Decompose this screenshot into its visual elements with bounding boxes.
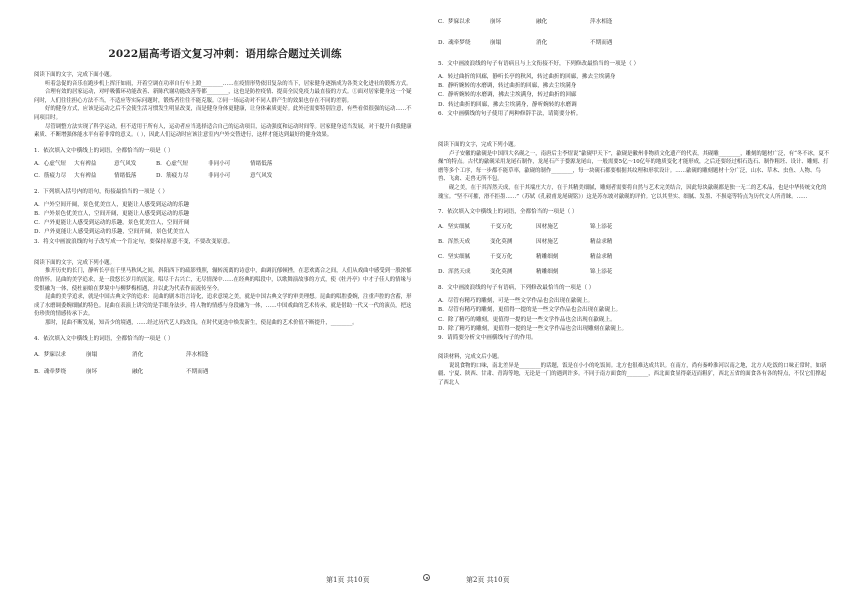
option-word: 千变万化 bbox=[490, 224, 513, 231]
binding-hole-icon bbox=[423, 574, 430, 581]
question-9: 9．请简要分析文中画横线句子的作用。 bbox=[438, 334, 537, 341]
passage-paragraph: 那时，昆曲不断发展，知音少的境遇，……经过历代艺人的改良，在时代更迭中焕发新生，使昆曲的艺术价值不断提升，________。 bbox=[45, 319, 358, 326]
passage-paragraph: 昆曲的美学追求，就是中国古典文学的追求：昆曲的剧本语言诗化，追求意境之美，就是中国古典文学的审美理想。昆曲的唱腔委婉，注重声腔的含蓄，形成了水磨调委婉细腻的特色。昆曲在表演上讲究的是手眼身法步，将人物的情感与身段融为一体，……中国戏曲的艺术传承，就是借助一代又一代的演员，把这份珍贵的情感传承下去。 bbox=[34, 294, 412, 318]
question-3: 3．将文中画波浪线的句子改写成一个肯定句，要保持原意不变，不要改变原意。 bbox=[34, 238, 234, 245]
option-word: 萍水相逢 bbox=[186, 351, 209, 358]
option-d: D．除了精巧的雕刻，更值得一提的是一些文学作品也会出现雕刻在歙砚上。 bbox=[438, 325, 628, 332]
option-b: B．心虚气短 bbox=[156, 160, 189, 167]
question-1: 1．依次填入文中横线上的词语，全都恰当的一项是（ ） bbox=[34, 147, 174, 154]
option-word: 千变万化 bbox=[490, 254, 513, 261]
option-word: 意气风发 bbox=[114, 160, 137, 167]
option-c: C．坚实细腻 bbox=[438, 254, 471, 261]
option-c: C．筋疲力尽 bbox=[34, 172, 67, 179]
option-a: A．坚实细腻 bbox=[438, 224, 471, 231]
passage-paragraph: 好的健身方式，应该是运动之后不会使生活习惯发生明显改变，而是健身身体更健康，让身体素质更好。此外还需要特别注意，有些看似很强的运动……不同项目时。 bbox=[34, 106, 412, 121]
option-word: 锦上添花 bbox=[590, 224, 613, 231]
page-number-left: 第1页 共10页 bbox=[326, 576, 370, 584]
option-b: B．尽管有精巧的雕刻，更值得一提的是一些文学作品也会出现在歙砚上。 bbox=[438, 307, 622, 314]
option-word: 非同小可 bbox=[208, 160, 231, 167]
option-word: 意气风发 bbox=[250, 172, 273, 179]
option-word: 不期而遇 bbox=[186, 368, 209, 375]
option-c: C．户外更能让人感受到运动的乐趣，景色优美宜人，空间开阔 bbox=[34, 220, 190, 227]
option-c: C．除了精巧的雕刻，更值得一提的是一些文学作品也会出现在歙砚上。 bbox=[438, 316, 616, 323]
option-word: 因材施艺 bbox=[536, 224, 559, 231]
reading-instruction: 阅读下面的文字，完成下面小题。 bbox=[34, 72, 115, 78]
option-b: B．户外景色优美宜人，空间开阔，更能让人感受到运动的乐趣 bbox=[34, 210, 190, 217]
question-5: 5．文中画波浪线的句子有语病且与上文衔接不好，下列修改最恰当的一项是（ ） bbox=[438, 61, 640, 67]
option-row bbox=[438, 39, 830, 48]
option-a: A．梦寐以求 bbox=[34, 351, 67, 358]
option-word: 崩坏 bbox=[490, 19, 502, 25]
option-word: 精益求精 bbox=[590, 239, 613, 246]
option-row bbox=[34, 160, 416, 169]
option-word: 变化莫测 bbox=[490, 239, 513, 246]
question-6: 6．文中画横线的句子使用了两种修辞手法，请简要分析。 bbox=[438, 110, 582, 117]
option-word: 精益求精 bbox=[590, 254, 613, 261]
option-word: 非同小可 bbox=[208, 172, 231, 179]
option-a: A．尽管有精巧的雕刻，可是一些文学作品也会出现在歙砚上。 bbox=[438, 298, 594, 305]
option-c: C．梦寐以求 bbox=[438, 19, 471, 25]
option-d: D．浑然天成 bbox=[438, 269, 471, 276]
option-word: 大有裨益 bbox=[74, 172, 97, 179]
option-word: 情绪低落 bbox=[114, 172, 137, 179]
option-word: 精雕细刻 bbox=[536, 269, 559, 276]
option-row bbox=[438, 253, 830, 262]
question-8: 8．文中画波浪线的句子有语病，下列修改最恰当的一项是（ ） bbox=[438, 285, 595, 292]
option-d: D．转过曲折的回廊，拂去尘埃满身，静听婉转的水磨调 bbox=[438, 101, 577, 108]
reading-instruction: 阅读下面的文字，完成下列小题。 bbox=[34, 259, 115, 266]
passage-paragraph: 听着急促的音乐在跑步机上挥汗如雨，开着空调在功率自行车上蹬________……在疫情形势依旧复杂的当下，居家健身逐渐成为各类文化进社的锻炼方式。 bbox=[45, 80, 412, 87]
option-row bbox=[34, 351, 416, 360]
question-2: 2．下列填入括号内的语句，衔接最恰当的一项是（ ） bbox=[34, 188, 168, 195]
option-word: 锦上添花 bbox=[590, 269, 613, 276]
option-word: 萍水相逢 bbox=[590, 19, 613, 25]
option-word: 情绪低落 bbox=[250, 160, 273, 167]
option-d: D．筋疲力尽 bbox=[156, 172, 189, 179]
reading-instruction: 阅读材料，完成文后小题。 bbox=[438, 354, 503, 361]
option-a: A．转过曲折的回廊，静听长亭的秋风，转过曲折的回廊，拂去尘埃满身 bbox=[438, 74, 616, 80]
reading-instruction: 阅读下面的文字，完成下列小题。 bbox=[438, 142, 519, 149]
option-word: 消化 bbox=[132, 351, 144, 358]
passage-paragraph: 合理有效的居家运动，对呼吸循环功能改善、新陈代谢功能改善等都________，这也是防控疫情、提高全民免疫力最直接的方式。①面对居家健身这一个疑问时，人们往往担心方法不当，不适应等实际问题时，锻炼者往往不能克服。②同一场运动对不同人群产生的效果也存在不同的差别。 bbox=[34, 89, 412, 104]
question-4: 4．依次填入文中横线上的词语，全都恰当的一项是（ ） bbox=[34, 335, 174, 342]
option-row bbox=[34, 368, 416, 377]
option-word: 融化 bbox=[536, 19, 548, 25]
option-b: B．魂牵梦绕 bbox=[34, 368, 67, 375]
option-word: 精雕细刻 bbox=[536, 254, 559, 261]
option-d: D．魂牵梦绕 bbox=[438, 40, 471, 46]
option-word: 大有裨益 bbox=[74, 160, 97, 167]
passage-paragraph: 推开历史的长门，静听长亭在千里马秋风之间，斜阳西下的疏影残照，辗转流离的诗意中，曲调沉郁顿挫，在悲欢离合之间，人们从戏曲中感受到一股浓郁的情怀。昆曲的美学追求，是一段悠长岁月的沉淀。唱尽千古兴亡，无尽情深中……在经典的唱段中，以歌舞演故事的方式，使《牡丹亭》中才子佳人的情缘与爱恨融为一体，使杜丽娘在梦境中与柳梦梅相遇，并以此为代表作而流传至今。 bbox=[34, 268, 412, 292]
passage-paragraph: 尽管调整方法实现了科学运动，但不适用于所有人，运动者应当选择适合自己的运动项目，运动强度和运动时间等。居家健身适当发展，对于提升自我健康素质、不断增强体能水平有着非常的意义。（ ），因此人们运动时应该注意室内户外交替进行，这样才能达到最好的健身效果。 bbox=[34, 123, 412, 139]
option-word: 变化莫测 bbox=[490, 269, 513, 276]
document-title: 2022届高考语文复习冲刺：语用综合题过关训练 bbox=[108, 48, 342, 60]
question-7: 7．依次填入文中横线上的词语，全都恰当的一项是（ ） bbox=[438, 209, 578, 216]
option-word: 消化 bbox=[536, 40, 548, 46]
option-c: C．静听婉转的水磨调，拂去尘埃满身，转过曲折的回廊 bbox=[438, 92, 577, 99]
page-right bbox=[430, 0, 860, 608]
option-row bbox=[34, 172, 416, 181]
option-b: B．浑然天成 bbox=[438, 239, 471, 246]
option-word: 崩坏 bbox=[86, 368, 98, 375]
passage-paragraph: 砚之美，在于其浑然天成，在于其端庄大方，在于其精美细腻，雕刻者需要将自然与艺术完美结合，因此每块歙砚都是独一无二的艺术品，也是中华传统文化的瑰宝。“坚不可摧，滑不拒墨……”（苏轼《孔毅甫龙尾砚铭》）这是苏东坡对歙砚的评价。它以其坚实、细腻、发墨、不损毫等特点为历代文人所青睐。…… bbox=[438, 184, 827, 200]
option-b: B．静听婉转的水磨调，转过曲折的回廊，拂去尘埃满身 bbox=[438, 83, 577, 90]
option-word: 因材施艺 bbox=[536, 239, 559, 246]
option-row bbox=[438, 268, 830, 277]
option-word: 崩塌 bbox=[86, 351, 98, 358]
option-row bbox=[438, 223, 830, 232]
page-number-right: 第2页 共10页 bbox=[466, 576, 510, 584]
option-d: D．户外更能让人感受到运动的乐趣，空间开阔，景色优美宜人 bbox=[34, 229, 190, 236]
passage-paragraph: 卢子安徽的歙砚是中国四大名砚之一，南唐后主李煜说“歙砚甲天下”，歙砚是徽州非物质文化遗产的代表，其砚雕________，雕刻的题材广泛，有“冬不冰，夏不燥”的特点。古代的歙砚采用龙尾石制作，龙尾石产于婺源龙尾山，一般需要5亿～10亿年的地质变化才能形成，之后还要经过相石选石、制作粗坯、设计、雕刻、打磨等多个工序，每一步都不能草率，歙砚的制作________，每一块砚石都要根据其纹理和形状设计。……歙砚的雕刻题材十分广泛，山水、草木、虫鱼、人物、鸟兽、飞禽、走兽无所不包。 bbox=[438, 150, 830, 183]
option-word: 崩塌 bbox=[490, 40, 502, 46]
option-row bbox=[438, 238, 830, 247]
option-a: A．心虚气短 bbox=[34, 160, 67, 167]
option-a: A．户外空间开阔，景色优美宜人，更能让人感受到运动的乐趣 bbox=[34, 201, 190, 208]
option-row bbox=[438, 18, 830, 27]
passage-paragraph: 说说食物的口味，南北差异是________的话题，饭是在小小的吃饭间。北方也很难达成共识。在南方，尚有秦岭淮河以南之地，北方人吃饭的口味正常时，如新疆、宁夏、陕西、甘肃、青海等地，无论是一门的遇到许多。不同于南方面食的________，西北面食显得豪迈而粗犷，西北五省的面食各有各的特点，不仅它们撑起了西北人 bbox=[438, 362, 827, 386]
option-word: 融化 bbox=[132, 368, 144, 375]
option-word: 不期而遇 bbox=[590, 40, 613, 46]
